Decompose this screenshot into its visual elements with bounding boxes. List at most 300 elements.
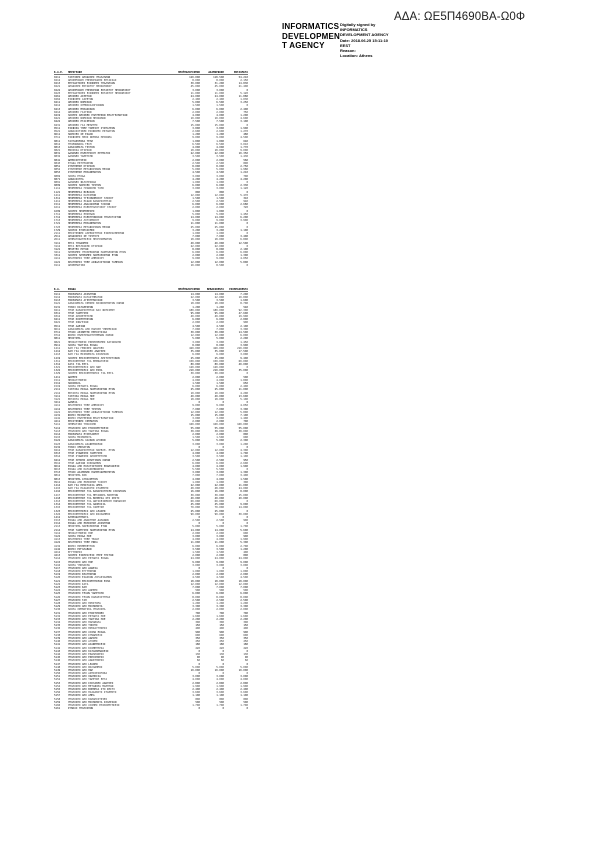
table-cell: 6.000 xyxy=(192,385,200,389)
table-cell: 6.000 xyxy=(216,592,224,596)
table-cell: 6.500 xyxy=(216,142,224,146)
table-cell: 5127 xyxy=(54,598,61,602)
table-cell: ΥΠΟΛΟΙΠΟ ΑΠΟ ΠΡΟΣΤΙΜΑ xyxy=(68,601,101,605)
table-cell: ΕΡΓΟΔΟΤΙΚΕΣ ΕΙΣΦΟΡΕΣ ΥΠΑΛΛΗΛΩΝ xyxy=(68,82,115,86)
table-cell: 2.800 xyxy=(192,681,200,685)
table-cell: 1.600 xyxy=(216,614,224,618)
table-cell: ΣΥΝΤΗΡΗΣΗ ΜΗΧΑΝΗΜΑΤΩΝ xyxy=(68,171,101,175)
table-cell: 54.210 xyxy=(238,75,248,79)
table-cell: 220 xyxy=(243,646,248,650)
table-cell: 5.000 xyxy=(216,439,224,443)
table-cell: 7.000 xyxy=(192,235,200,239)
table-cell: 1713 xyxy=(54,219,61,223)
table-cell: ΥΠΟΛΟΙΠΟ ΑΠΟ ΑΜΕΑ xyxy=(68,694,95,698)
table-cell: 3.000 xyxy=(216,174,224,178)
table-cell: 13.600 xyxy=(238,394,248,398)
table-cell: 0 xyxy=(222,672,224,676)
table-cell: ΕΡΓΑ ΒΕΛΤΙΩΣΗΣ ΚΤΙΡΙΩΝ xyxy=(68,244,103,248)
table-cell: 4.000 xyxy=(216,464,224,468)
table-cell: 2.000 xyxy=(192,158,200,162)
table-cell: 6.000 xyxy=(216,251,224,255)
table-cell: 1.500 xyxy=(216,550,224,554)
table-cell: 1.400 xyxy=(240,417,248,421)
table-cell: 6.000 xyxy=(240,592,248,596)
table-cell: 60.000 xyxy=(238,359,248,363)
table-cell: 14.500 xyxy=(238,331,248,335)
table-cell: 3.000 xyxy=(216,340,224,344)
table-cell: 5133 xyxy=(54,617,61,621)
table-cell: 2.400 xyxy=(240,385,248,389)
table-cell: 2113 xyxy=(54,525,61,529)
table-cell: ΣΑΤΑ ΓΙΑ ΕΡΓΑ xyxy=(68,362,89,366)
table-cell: 1.500 xyxy=(192,436,200,440)
table-cell: ΤΕΛΟΣ ΑΚΙΝΗΤΗΣ ΠΕΡΙΟΥΣΙΑΣ xyxy=(68,331,108,335)
table-cell: 3.000 xyxy=(192,187,200,191)
table-cell: 0899 xyxy=(54,184,61,188)
table-cell: ΥΠΟΛΟΙΠΟ ΑΠΟ ΣΧΟΛΙΚΕΣ ΑΝΑΓΚΕΣ xyxy=(68,681,114,685)
table-cell: 12.500 xyxy=(238,241,248,245)
table-cell: ΔΑΠΑΝΕΣ ΗΛΕΚΤΡΙΚΟΥ ΡΕΥΜΑΤΟΣ xyxy=(68,152,111,156)
table-cell: 7.000 xyxy=(216,235,224,239)
table-cell: 7.000 xyxy=(192,407,200,411)
table-cell: 1211 xyxy=(54,193,61,197)
table-cell: 1216 xyxy=(54,490,61,494)
table-cell: 2611 xyxy=(54,238,61,242)
table-cell: 1.800 xyxy=(192,139,200,143)
table-cell: 18.000 xyxy=(190,579,200,583)
table-cell: 0221 xyxy=(54,85,61,89)
table-cell: 55.000 xyxy=(190,426,200,430)
table-cell: 24.000 xyxy=(238,487,248,491)
table-cell: 4.300 xyxy=(240,448,248,452)
table-cell: ΠΡΟΜΗΘΕΙΑ ΒΙΒΛΙΩΝ xyxy=(68,190,95,194)
table-cell: 1.200 xyxy=(240,601,248,605)
table-cell: 3.000 xyxy=(216,88,224,92)
table-cell: ΥΠΟΛΟΙΠΟ ΑΠΟ ΚΑΘΑΡΙΣΤΡΙΕΣ xyxy=(68,697,108,701)
table-cell: 60.000 xyxy=(190,499,200,503)
table-cell: 15.000 xyxy=(238,493,248,497)
table-cell: 0611 xyxy=(54,133,61,137)
table-cell: 12.000 xyxy=(190,193,200,197)
table-cell: 118.500 xyxy=(213,75,224,79)
signature-line: DEVELOPMENT AGENCY xyxy=(340,32,389,38)
table-cell: 1.600 xyxy=(240,299,248,303)
table-cell: 2.000 xyxy=(216,420,224,424)
table-cell: 35.000 xyxy=(214,350,224,354)
table-cell: 47.600 xyxy=(238,311,248,315)
table-cell: 2.000 xyxy=(216,573,224,577)
table-cell: 2.000 xyxy=(192,206,200,210)
table-cell: 22.000 xyxy=(214,295,224,299)
agency-line: DEVELOPMEN xyxy=(282,31,341,41)
table-cell: 0512 xyxy=(54,461,61,465)
table-cell: 5153 xyxy=(54,681,61,685)
table-cell: 700 xyxy=(243,420,248,424)
table-cell: 0 xyxy=(222,522,224,526)
table-cell: 180.000 xyxy=(213,308,224,312)
table-cell: 0262 xyxy=(54,98,61,102)
table-cell: 1213 xyxy=(54,353,61,357)
table-cell: ΔΑΠΑΝΕΣ ΥΔΡΕΥΣΗΣ xyxy=(68,155,93,159)
table-cell: 80.000 xyxy=(214,362,224,366)
table-cell: 0311 xyxy=(54,311,61,315)
table-cell: 0 xyxy=(198,566,200,570)
table-cell: ΔΑΝΕΙΑ xyxy=(68,401,78,405)
table-cell: ΛΟΙΠΕΣ ΕΙΣΠΡΑΞΕΙΣ ΥΠΕΡ ΤΡΙΤΩΝ xyxy=(68,554,114,558)
table-cell: 4.000 xyxy=(192,145,200,149)
table-cell: 20.000 xyxy=(238,496,248,500)
table-cell: 8.000 xyxy=(192,78,200,82)
table-cell: 1329 xyxy=(54,372,61,376)
table-cell: 2.000 xyxy=(216,433,224,437)
table-cell: 10.000 xyxy=(214,117,224,121)
table-cell: 7.100 xyxy=(240,413,248,417)
table-cell: 3.500 xyxy=(192,547,200,551)
table-cell: 24.000 xyxy=(214,94,224,98)
table-cell: 25.000 xyxy=(214,388,224,392)
table-cell: 800 xyxy=(195,697,200,701)
table-cell: 5113 xyxy=(54,429,61,433)
table-cell: 0843 xyxy=(54,161,61,165)
table-cell: 0 xyxy=(246,662,248,666)
table-cell: 18.000 xyxy=(214,238,224,242)
table-cell: 900 xyxy=(243,630,248,634)
table-cell: ΥΠΟΛΟΙΠΟ ΑΠΟ ΑΔΕΙΕΣ xyxy=(68,637,98,641)
table-cell: 3.000 xyxy=(240,675,248,679)
table-cell: 11.000 xyxy=(190,541,200,545)
table-cell: ΥΠΟΛΟΙΠΟ ΑΠΟ ΠΡΟΣΑΥΞΗΣΕΙΣ xyxy=(68,627,108,631)
table-cell: 2.500 xyxy=(192,200,200,204)
table-cell: ΚΑΠ ΓΙΑ ΣΧΟΛΙΚΕΣ ΑΝΑΓΚΕΣ xyxy=(68,350,106,354)
expenses-table xyxy=(54,71,248,267)
table-cell: ΧΡΗΜΑΤΙΚΟ ΥΠΟΛΟΙΠΟ xyxy=(68,423,97,427)
table-cell: 4111 xyxy=(54,404,61,408)
table-cell: 5.000 xyxy=(216,665,224,669)
table-cell: ΕΙΣΦΟΡΕΣ ΠΡΟΣ ΝΟΜΙΚΑ ΠΡΟΣΩΠΑ xyxy=(68,136,112,140)
table-cell: 3.500 xyxy=(216,299,224,303)
table-cell: 0813 xyxy=(54,477,61,481)
table-cell: 40.000 xyxy=(190,496,200,500)
table-cell: 640 xyxy=(243,139,248,143)
table-cell: ΤΕΛΗ ΚΑΘΑΡΙΟΤΗΤΑΣ ΚΑΙ ΦΩΤΙΣΜΟΥ xyxy=(68,308,115,312)
table-cell: ΥΠΟΛΟΙΠΟ ΑΠΟ ΕΚΔΗΛΩΣΕΙΣ xyxy=(68,652,104,656)
table-cell: 1712 xyxy=(54,216,61,220)
table-cell: 1.500 xyxy=(192,550,200,554)
table-cell: 5134 xyxy=(54,621,61,625)
table-cell: 3211 xyxy=(54,401,61,405)
table-cell: 4131 xyxy=(54,413,61,417)
table-cell: ΥΠΟΛΟΙΠΟ ΑΠΟ ΛΟΙΠΑ ΕΣΟΔΑ xyxy=(68,630,106,634)
table-cell: 1412 xyxy=(54,515,61,519)
table-cell: 1214 xyxy=(54,484,61,488)
table-cell: 45.000 xyxy=(190,503,200,507)
table-cell: ΠΡΟΣΑΥΞΗΣΕΙΣ ΠΟΕ xyxy=(68,531,93,535)
table-cell: ΛΟΙΠΕΣ ΕΠΙΧΟΡΗΓΗΣΕΙΣ ΛΕΙΤΟΥΡΓΙΚΩΝ xyxy=(68,356,120,360)
ada-number: ΑΔΑ: ΩΕ5Π4690ΒΑ-Ω0Φ xyxy=(394,11,526,23)
table-cell: 38.000 xyxy=(214,429,224,433)
table-cell: 0 xyxy=(222,515,224,519)
table-cell: 0 xyxy=(198,672,200,676)
table-cell: 4.500 xyxy=(240,136,248,140)
table-cell: ΠΡΟΣΤΙΜΑ xyxy=(68,337,81,341)
table-cell: 8.000 xyxy=(192,247,200,251)
table-cell: 24.000 xyxy=(190,94,200,98)
table-body xyxy=(54,293,248,711)
table-cell: 1.500 xyxy=(216,436,224,440)
table-cell: 40.000 xyxy=(214,496,224,500)
signature-line: Reason: xyxy=(340,48,356,54)
table-cell: 0 xyxy=(222,445,224,449)
table-cell: 45.000 xyxy=(190,85,200,89)
table-cell: ΕΠΙΣΤΡΟΦΕΣ ΧΡΗΜΑΤΩΝ xyxy=(68,420,98,424)
table-cell: ΥΠΟΛΟΙΠΟ ΚΡΑΤΗΣΕΩΝ xyxy=(68,573,97,577)
table-cell: ΤΕΛΗ ΑΠΟΧΕΤΕΥΣΗΣ xyxy=(68,315,93,319)
table-cell: 0419 xyxy=(54,114,61,118)
table-cell: 2.000 xyxy=(216,375,224,379)
table-cell: 4.500 xyxy=(216,576,224,580)
table-cell: 9.400 xyxy=(240,356,248,360)
table-cell: 0412 xyxy=(54,104,61,108)
table-cell: 900 xyxy=(243,321,248,325)
table-cell: 5144 xyxy=(54,652,61,656)
table-cell: ΤΕΛΟΣ ΔΙΑΜΟΝΗΣ ΠΑΡΕΠΙΔΗΜΟΥΝΤΩΝ xyxy=(68,471,115,475)
table-cell: 0713 xyxy=(54,471,61,475)
table-cell: 8.000 xyxy=(192,165,200,169)
table-cell: 3.200 xyxy=(192,228,200,232)
table-cell: 2.000 xyxy=(216,110,224,114)
table-cell: 9.000 xyxy=(192,257,200,261)
table-cell: 180.000 xyxy=(189,308,200,312)
table-cell: 5159 xyxy=(54,700,61,704)
table-cell: 1723 xyxy=(54,225,61,229)
table-cell: ΜΙΣΘΩΜΑΤΑ ΑΚΙΝΗΤΩΝ xyxy=(68,292,97,296)
table-cell: 0821 xyxy=(54,149,61,153)
table-cell: 1314 xyxy=(54,503,61,507)
table-cell: 70.000 xyxy=(214,506,224,510)
table-cell: 300 xyxy=(195,621,200,625)
table-cell: 1511 xyxy=(54,203,61,207)
table-cell: 6.200 xyxy=(240,216,248,220)
table-cell: 2.400 xyxy=(192,688,200,692)
table-cell: 10.000 xyxy=(190,668,200,672)
table-cell: 25.000 xyxy=(190,225,200,229)
table-cell: 3.000 xyxy=(192,88,200,92)
table-cell: 0 xyxy=(246,515,248,519)
table-cell: 2.330 xyxy=(240,184,248,188)
table-cell: 0 xyxy=(246,225,248,229)
table-cell: 500 xyxy=(219,589,224,593)
table-cell: 5137 xyxy=(54,630,61,634)
table-cell: 160.000 xyxy=(213,423,224,427)
table-cell: 1.500 xyxy=(192,382,200,386)
table-cell: 0 xyxy=(246,672,248,676)
table-cell: ΑΠΟΖΗΜΙΩΣΗ ΥΠΕΡΩΡΙΩΝ ΕΚΤΑΚΤΟΥ ΠΡΟΣΩΠΙΚΟΥ xyxy=(68,88,131,92)
table-cell: 0313 xyxy=(54,452,61,456)
table-cell: ΚΑΠ ΓΙΑ ΠΑΙΔΙΚΟΥΣ ΣΤΑΘΜΟΥΣ xyxy=(68,487,109,491)
table-cell: 0132 xyxy=(54,445,61,449)
table-cell: 350 xyxy=(195,637,200,641)
table-cell: 650 xyxy=(243,382,248,386)
table-cell: 7.500 xyxy=(192,120,200,124)
table-cell: ΚΡΑΤΗΣΕΙΣ ΥΠΕΡ ΤΡΙΤΩΝ xyxy=(68,407,101,411)
table-cell: 0121 xyxy=(54,302,61,306)
table-cell: 3.200 xyxy=(216,228,224,232)
table-cell: 10.000 xyxy=(190,117,200,121)
table-cell: 2.500 xyxy=(192,519,200,523)
table-cell: 700 xyxy=(195,611,200,615)
table-cell: 6.000 xyxy=(192,203,200,207)
table-cell: 1.300 xyxy=(240,471,248,475)
table-cell: 24.000 xyxy=(214,557,224,561)
table-cell: 2114 xyxy=(54,528,61,532)
table-cell: ΠΡΟΣΤΙΜΑ ΚΟΚ xyxy=(68,474,87,478)
table-cell: ΚΡΑΤΗΣΕΙΣ ΥΠΕΡ ΤΕΑΔΥ xyxy=(68,538,100,542)
table-cell: 0411 xyxy=(54,318,61,322)
table-cell: 5.000 xyxy=(192,101,200,105)
table-cell: 0421 xyxy=(54,321,61,325)
table-cell: 55.000 xyxy=(214,426,224,430)
table-cell: 700 xyxy=(219,611,224,615)
table-row xyxy=(54,707,248,710)
table-cell: 0711 xyxy=(54,136,61,140)
table-cell: 0 xyxy=(222,401,224,405)
header-cell: Κ.Α.Ε. xyxy=(54,71,64,74)
table-cell: 2.500 xyxy=(240,598,248,602)
table-cell: 25.000 xyxy=(214,356,224,360)
table-cell: 0 xyxy=(246,209,248,213)
table-cell: 25.000 xyxy=(190,509,200,513)
table-cell: 2.800 xyxy=(240,681,248,685)
table-cell: 30.000 xyxy=(190,493,200,497)
table-cell: 3.800 xyxy=(192,126,200,130)
table-cell: 90.000 xyxy=(214,512,224,516)
table-cell: 30.000 xyxy=(214,331,224,335)
table-cell: 1.700 xyxy=(240,703,248,707)
table-cell: 0 xyxy=(246,222,248,226)
table-cell: ΥΠΟΛΟΙΠΟ ΑΠΟ ΔΩΡΕΕΣ xyxy=(68,589,98,593)
table-cell: ΥΠΟΛΟΙΠΟ ΑΠΟ ΦΙΛΟΔΗΜΟΣ xyxy=(68,665,103,669)
header-cell: ΕΝΤΑΛΜΑΤΑ xyxy=(233,71,248,74)
table-cell: 3.000 xyxy=(216,187,224,191)
table-cell: ΔΙΚΑΙΩΜΑΤΑ ΑΠΟ ΠΑΡΟΧΗ ΥΠΗΡΕΣΙΩΝ xyxy=(68,327,117,331)
table-cell: 5154 xyxy=(54,684,61,688)
table-cell: 5129 xyxy=(54,605,61,609)
table-cell: 0211 xyxy=(54,75,61,79)
table-cell: 35.000 xyxy=(190,350,200,354)
table-cell: 8.000 xyxy=(192,343,200,347)
table-cell: ΤΕΛΗ ΑΔΕΙΩΝ xyxy=(68,324,86,328)
table-cell: 5160 xyxy=(54,703,61,707)
table-cell: 1211 xyxy=(54,346,61,350)
table-cell: 0 xyxy=(246,231,248,235)
table-cell: 120.000 xyxy=(189,75,200,79)
table-cell: 10.000 xyxy=(214,391,224,395)
table-cell: 2.400 xyxy=(240,688,248,692)
table-cell: 120.000 xyxy=(189,366,200,370)
table-cell: ΤΕΛΗ ΧΡΗΣΗΣ ΑΘΛΗΤΙΚΩΝ ΧΩΡΩΝ xyxy=(68,458,111,462)
table-cell: 31.200 xyxy=(214,82,224,86)
table-cell: 1.900 xyxy=(192,684,200,688)
table-cell: ΑΜΟΙΒΕΣ ΓΙΑ ΜΕΛΕΤΕΣ xyxy=(68,123,98,127)
table-cell: 3.500 xyxy=(192,299,200,303)
table-cell: 0212 xyxy=(54,78,61,82)
table-cell: 1.500 xyxy=(216,382,224,386)
table-cell: 0811 xyxy=(54,139,61,143)
table-cell: 0 xyxy=(246,372,248,376)
table-cell: ΚΑΠ ΓΙΑ ΓΕΝΙΚΕΣ ΑΝΑΓΚΕΣ xyxy=(68,346,104,350)
table-cell: ΥΠΟΛΟΙΠΟ ΑΠΟ ΠΑΡΑΒΟΛΑ xyxy=(68,621,101,625)
table-cell: 1.500 xyxy=(192,196,200,200)
table-cell: 4.000 xyxy=(216,452,224,456)
table-cell: 1.900 xyxy=(240,126,248,130)
table-cell: 9.000 xyxy=(216,404,224,408)
table-cell: ΦΟΡΟΙ ΕΛΕΥΘΕΡΩΝ ΕΠΑΓΓΕΛΜΑΤΙΩΝ xyxy=(68,417,114,421)
table-cell: 3.300 xyxy=(240,605,248,609)
table-cell: ΕΠΙΧΟΡΗΓΗΣΗ ΓΙΑ ΑΝΤΙΣΕΙΣΜΙΚΗ ΘΩΡΑΚΙΣΗ xyxy=(68,499,126,503)
table-cell: ΕΠΙΧΟΡΗΓΗΣΕΙΣ ΑΠΟ ΠΔΕ xyxy=(68,366,101,370)
table-cell: 90.000 xyxy=(190,512,200,516)
table-cell: 60 xyxy=(220,659,224,663)
table-cell: ΥΠΟΛΟΙΠΟ ΑΠΟ ΤΑΚΤΙΚΑ ΠΟΕ xyxy=(68,617,106,621)
table-cell: 1.980 xyxy=(240,168,248,172)
table-cell: ΤΕΛΗ ΑΔΕΙΩΝ ΟΙΚΟΔΟΜΩΝ xyxy=(68,461,101,465)
table-cell: 1324 xyxy=(54,512,61,516)
table-cell: 130 xyxy=(219,652,224,656)
table-cell: 1.200 xyxy=(240,114,248,118)
table-cell: 1.000 xyxy=(216,180,224,184)
table-cell: 4.050 xyxy=(240,404,248,408)
table-cell: 2.000 xyxy=(216,254,224,258)
table-cell: ΕΝΟΙΚΙΑ ΚΤΙΡΙΩΝ xyxy=(68,149,92,153)
table-cell: 2.800 xyxy=(240,318,248,322)
table-cell: 600 xyxy=(219,633,224,637)
table-cell: 5130 xyxy=(54,608,61,612)
table-cell: 18.000 xyxy=(190,397,200,401)
table-cell: 0521 xyxy=(54,129,61,133)
table-cell: 2.750 xyxy=(240,165,248,169)
table-cell: 800 xyxy=(219,190,224,194)
table-cell: 150.000 xyxy=(213,359,224,363)
table-cell: 600 xyxy=(243,436,248,440)
table-cell: 2.500 xyxy=(216,200,224,204)
table-cell: 4.000 xyxy=(216,477,224,481)
table-cell: 4.500 xyxy=(216,324,224,328)
table-cell: 8.500 xyxy=(216,263,224,267)
table-cell: 30.000 xyxy=(214,372,224,376)
table-cell: 8.000 xyxy=(240,490,248,494)
table-cell: 1.450 xyxy=(240,340,248,344)
table-cell: ΔΙΚΑΙΩΜΑΤΑ ΤΡΙΤΩΝ xyxy=(68,145,95,149)
table-cell: 8.000 xyxy=(216,247,224,251)
table-cell: 1721 xyxy=(54,222,61,226)
table-cell: ΤΟΚΟΙ ΟΜΟΛΟΓΩΝ xyxy=(68,445,90,449)
table-cell: 5.000 xyxy=(192,212,200,216)
table-cell: ΛΟΙΠΑ ΤΑΚΤΙΚΑ ΕΣΟΔΑ xyxy=(68,343,98,347)
table-cell: 95.000 xyxy=(190,311,200,315)
table-cell: 0821 xyxy=(54,340,61,344)
table-cell: 2.500 xyxy=(192,598,200,602)
table-cell: 14.000 xyxy=(238,506,248,510)
table-cell: 5.100 xyxy=(240,397,248,401)
table-cell: 1729 xyxy=(54,228,61,232)
table-cell: 4.000 xyxy=(240,678,248,682)
table-cell: 6.000 xyxy=(192,461,200,465)
table-cell: 1411 xyxy=(54,375,61,379)
table-cell: 0832 xyxy=(54,155,61,159)
table-cell: ΠΡΟΜΗΘΕΙΑ ΥΓΕΙΟΝΟΜΙΚΟΥ ΥΛΙΚΟΥ xyxy=(68,196,114,200)
table-cell: 420.000 xyxy=(213,346,224,350)
table-cell: 0 xyxy=(246,263,248,267)
